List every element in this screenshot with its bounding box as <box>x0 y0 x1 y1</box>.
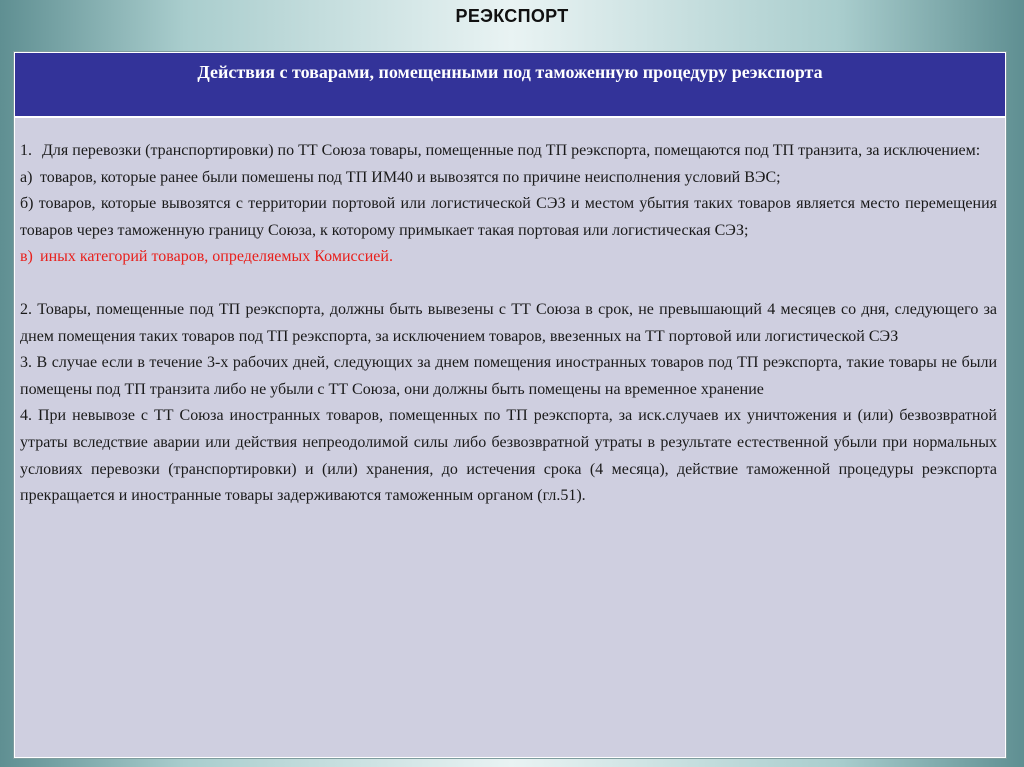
list-item-1 <box>20 138 997 165</box>
sub-item-c <box>20 244 997 271</box>
list-item-1-number: 1. <box>20 142 32 159</box>
spacer <box>20 271 997 297</box>
list-item-4: 4. При невывозе с ТТ Союза иностранных товаров, помещенных по ТП реэкспорта, за иск.случаев их уничтожения и (или) безвозвратной утраты вследствие аварии или действия непреодолимой силы либо безвозвратной утраты в результате естественной убыли при нормальных условиях перевозки (транспортировки) и (или) хранения, до истечения срока (4 месяца), действие таможенной процедуры реэкспорта прекращается и иностранные товары задерживаются таможенным органом (гл.51). <box>20 407 997 505</box>
sub-item-a-marker: а) <box>20 168 33 186</box>
sub-item-a <box>20 165 997 192</box>
content-table <box>14 52 1006 758</box>
sub-item-c-marker: в) <box>20 248 33 266</box>
sub-item-b: б) товаров, которые вывозятся с территории портовой или логистической СЭЗ и местом убытия таких товаров является место перемещения товаров через таможенную границу Союза, к которому примыкает такая портовая или логистическая СЭЗ; <box>20 195 997 239</box>
list-item-2: 2. Товары, помещенные под ТП реэкспорта, должны быть вывезены с ТТ Союза в срок, не превышающий 4 месяцев со дня, следующего за днем помещения таких товаров под ТП реэкспорта, за исключением товаров, ввезенных на ТТ портовой или логистической СЭЗ <box>20 300 997 345</box>
sub-item-c-text: иных категорий товаров, определяемых Комиссией. <box>40 248 393 266</box>
slide-title: РЕЭКСПОРТ <box>455 6 569 26</box>
table-body <box>15 118 1005 757</box>
table-header: Действия с товарами, помещенными под таможенную процедуру реэкспорта <box>15 53 1005 118</box>
list-item-1-text: Для перевозки (транспортировки) по ТТ Союза товары, помещенные под ТП реэкспорта, помещаются под ТП транзита, за исключением: <box>42 142 981 159</box>
list-item-3: 3. В случае если в течение 3-х рабочих дней, следующих за днем помещения иностранных товаров под ТП реэкспорта, такие товары не были помещены под ТП транзита либо не убыли с ТТ Союза, они должны быть помещены на временное хранение <box>20 354 997 398</box>
sub-item-a-text: товаров, которые ранее были помешены под ТП ИМ40 и вывозятся по причине неисполнения условий ВЭС; <box>40 168 781 186</box>
